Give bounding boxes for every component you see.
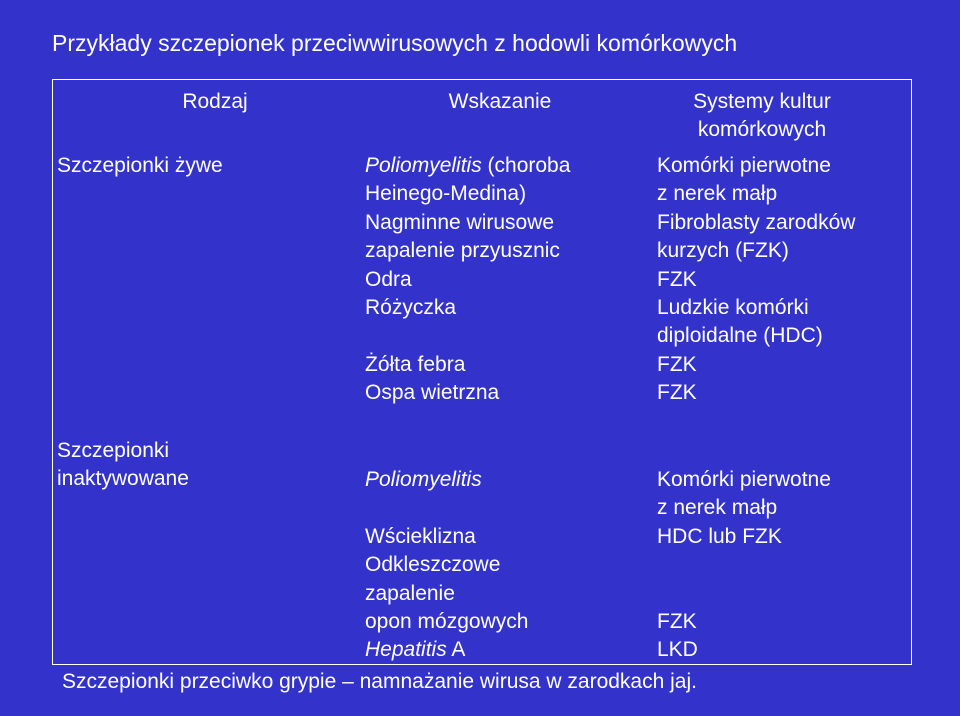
- header-culture-systems-line1: Systemy kultur: [693, 90, 831, 113]
- live-system-line: Fibroblasty zarodków: [657, 210, 856, 234]
- slide-title: Przykłady szczepionek przeciwwirusowych z hodowli komórkowych: [52, 30, 738, 56]
- live-system-line: Ludzkie komórki: [657, 295, 809, 319]
- live-indication-yellow-fever: Żółta febra: [365, 352, 466, 376]
- inactivated-system-rabies: HDC lub FZK: [657, 524, 782, 548]
- inactivated-system-hepatitis: LKD: [657, 638, 698, 662]
- spacer: [657, 580, 831, 608]
- live-system-line: z nerek małp: [657, 182, 778, 206]
- inactivated-culture-systems: [657, 466, 831, 665]
- live-vaccines-label: Szczepionki żywe: [57, 154, 223, 177]
- live-indication-rubella: Różyczka: [365, 295, 457, 319]
- header-indication: Wskazanie: [448, 90, 552, 113]
- spacer: [365, 322, 570, 350]
- footer-note: Szczepionki przeciwko grypie – namnażanie wirusa w zarodkach jaj.: [62, 670, 697, 693]
- live-system-line: FZK: [657, 381, 697, 405]
- inactivated-label-line2: inaktywowane: [57, 467, 189, 490]
- header-type: Rodzaj: [182, 90, 248, 113]
- inactivated-vaccines-label: [57, 437, 189, 493]
- inactivated-indication-tbe-line1: Odkleszczowe: [365, 553, 501, 577]
- inactivated-system-tbe: FZK: [657, 609, 697, 633]
- live-indication-heine-medin: Heinego-Medina): [365, 182, 527, 206]
- header-culture-systems: [662, 88, 862, 145]
- live-system-line: Komórki pierwotne: [657, 154, 831, 177]
- polio-rest-text: (choroba: [481, 154, 571, 177]
- inactivated-indication-tbe-line2: zapalenie: [365, 581, 455, 605]
- live-indication-mumps-line1: Nagminne wirusowe: [365, 210, 555, 234]
- inactivated-system-polio-line2: z nerek małp: [657, 496, 778, 520]
- spacer: [657, 551, 831, 579]
- live-indications: [365, 152, 570, 408]
- spacer: [365, 494, 528, 522]
- live-indication-polio: [365, 152, 570, 180]
- live-system-line: FZK: [657, 267, 697, 291]
- inactivated-indication-tbe-line3: opon mózgowych: [365, 609, 529, 633]
- live-indication-chickenpox: Ospa wietrzna: [365, 381, 500, 405]
- live-indication-measles: Odra: [365, 267, 412, 291]
- inactivated-indication-polio: Poliomyelitis: [365, 468, 482, 491]
- inactivated-indication-rabies: Wścieklizna: [365, 524, 476, 548]
- live-culture-systems: [657, 152, 855, 408]
- live-indication-mumps-line2: zapalenie przyusznic: [365, 239, 560, 263]
- inactivated-indication-hepatitis: [365, 636, 528, 664]
- inactivated-label-line1: Szczepionki: [57, 439, 170, 462]
- inactivated-indications: [365, 466, 528, 665]
- live-system-line: kurzych (FZK): [657, 239, 789, 263]
- inactivated-system-polio-line1: Komórki pierwotne: [657, 468, 831, 491]
- header-culture-systems-line2: komórkowych: [697, 118, 827, 142]
- live-system-line: FZK: [657, 352, 697, 376]
- hepatitis-italic-text: Hepatitis: [365, 638, 447, 662]
- live-system-line: diploidalne (HDC): [657, 324, 823, 348]
- polio-italic-text: Poliomyelitis: [365, 154, 482, 177]
- hepatitis-rest-text: A: [446, 638, 466, 662]
